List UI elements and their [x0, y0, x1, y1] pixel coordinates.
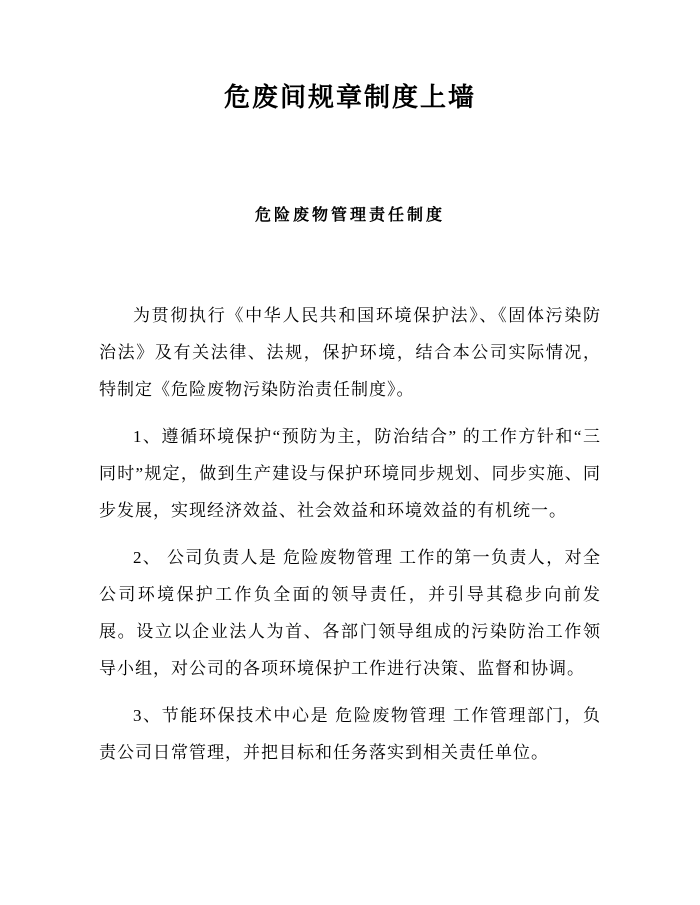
document-body — [99, 297, 601, 771]
paragraph-item-1: 1、遵循环境保护“预防为主，防治结合” 的工作方针和“三同时”规定，做到生产建设与保护环境同步规划、同步实施、同步发展，实现经济效益、社会效益和环境效益的有机统一。 — [99, 427, 601, 521]
paragraph-intro: 为贯彻执行《中华人民共和国环境保护法》、《固体污染防治法》及有关法律、法规，保护环境，结合本公司实际情况，特制定《危险废物污染防治责任制度》。 — [99, 306, 601, 400]
document-title: 危废间规章制度上墙 — [223, 83, 476, 112]
paragraph-item-3: 3、节能环保技术中心是 危险废物管理 工作管理部门，负责公司日常管理，并把目标和任务落实到相关责任单位。 — [99, 706, 601, 763]
paragraph-item-2: 2、 公司负责人是 危险废物管理 工作的第一负责人，对全公司环境保护工作负全面的领导责任，并引导其稳步向前发展。设立以企业法人为首、各部门领导组成的污染防治工作领导小组，对公司的各项环境保护工作进行决策、监督和协调。 — [99, 548, 601, 679]
document-subtitle: 危险废物管理责任制度 — [254, 207, 445, 225]
